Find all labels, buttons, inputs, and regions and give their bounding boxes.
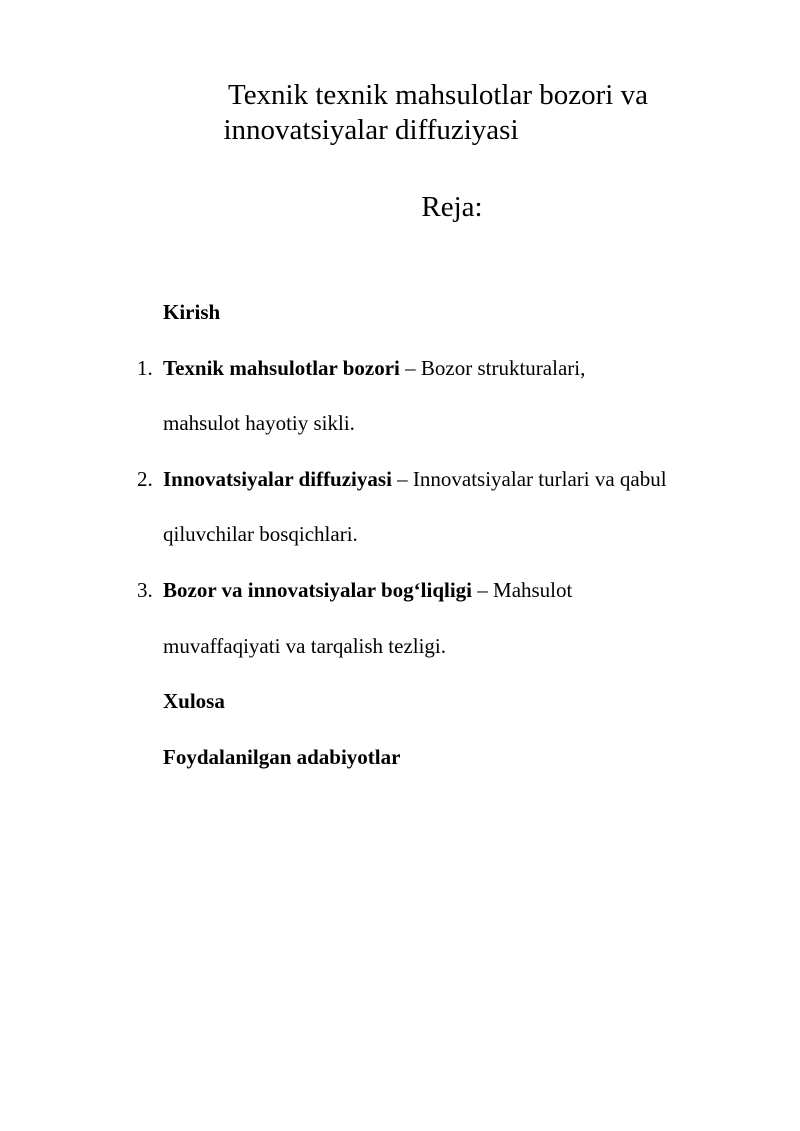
plan-item-description: – Innovatsiyalar turlari va qabul <box>391 466 667 491</box>
plan-item-number: 2. <box>137 466 153 491</box>
plan-item-3-continuation: muvaffaqiyati va tarqalish tezligi. <box>163 633 447 658</box>
document-title <box>0 78 800 148</box>
plan-item-heading: Bozor va innovatsiyalar bog‘liqligi <box>163 577 473 602</box>
plan-item-heading: Innovatsiyalar diffuziyasi <box>163 466 392 491</box>
plan-item-2-continuation: qiluvchilar bosqichlari. <box>163 522 358 547</box>
plan-item-description: – Bozor strukturalari, <box>399 355 586 380</box>
document-title-line-2: innovatsiyalar diffuziyasi <box>223 114 519 146</box>
plan-conclusion: Xulosa <box>163 689 225 714</box>
plan-item-number: 1. <box>137 355 153 380</box>
plan-heading: Reja: <box>421 191 483 223</box>
plan-references: Foydalanilgan adabiyotlar <box>163 744 401 769</box>
plan-item-description: – Mahsulot <box>472 577 573 602</box>
plan-item-3 <box>0 576 800 604</box>
plan-list <box>0 298 800 798</box>
plan-item-heading: Texnik mahsulotlar bozori <box>163 355 400 380</box>
plan-item-2 <box>0 465 800 493</box>
plan-item-1 <box>0 354 800 382</box>
plan-item-number: 3. <box>137 577 153 602</box>
plan-intro: Kirish <box>163 300 221 324</box>
plan-item-1-continuation: mahsulot hayotiy sikli. <box>163 411 355 436</box>
document-title-line-1: Texnik texnik mahsulotlar bozori va <box>228 79 648 111</box>
